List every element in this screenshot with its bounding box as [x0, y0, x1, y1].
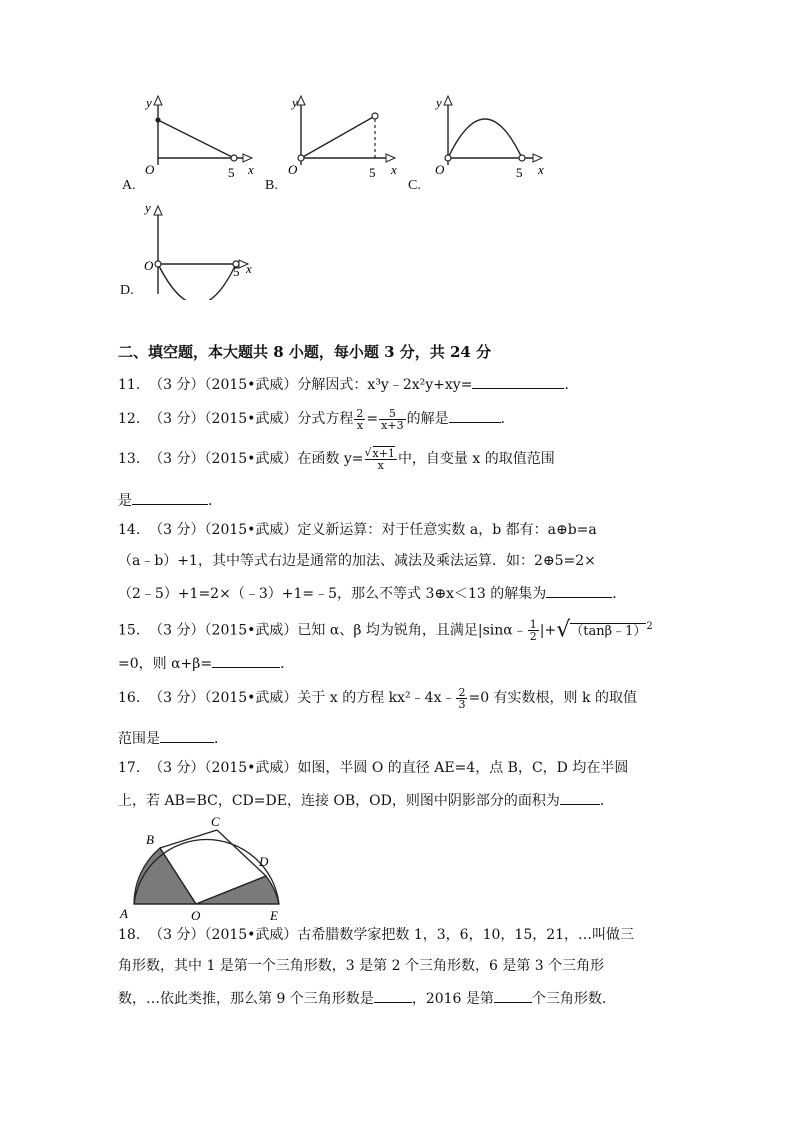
- y-axis-label: y: [436, 95, 442, 110]
- tick-label: 5: [516, 165, 523, 180]
- question-18-line3: 数，…依此类推，那么第 9 个三角形数是 ，2016 是第 个三角形数．: [118, 987, 616, 1009]
- answer-blank[interactable]: [212, 652, 280, 668]
- question-14: 14. （3 分）（2015•武威）定义新运算：对于任意实数 a，b 都有：a⊕b=a: [118, 522, 597, 538]
- answer-blank[interactable]: [160, 727, 214, 743]
- x-axis-label: x: [391, 162, 397, 177]
- radicand: （tanβ﹣1）: [570, 623, 647, 639]
- point-c-label: C: [211, 814, 220, 829]
- question-16: 16. （3 分）（2015•武威）关于 x 的方程 kx²﹣4x﹣ $\frac{2}{3}$ =0 有实数根，则 k 的取值: [118, 685, 637, 711]
- origin-label: O: [145, 162, 155, 177]
- answer-blank[interactable]: [374, 987, 412, 1003]
- answer-blank[interactable]: [132, 489, 208, 505]
- origin-label: O: [144, 258, 154, 273]
- y-axis-label: y: [292, 95, 298, 110]
- point-o-label: O: [191, 908, 201, 922]
- point-b-label: B: [146, 832, 154, 847]
- x-axis-label: x: [248, 162, 254, 177]
- answer-blank[interactable]: [546, 582, 612, 598]
- option-b-letter: B.: [265, 178, 278, 193]
- origin-label: O: [288, 162, 298, 177]
- fraction: $\frac{5}{x+3}$: [381, 406, 404, 432]
- question-13-line2: 是 ．: [118, 489, 222, 511]
- graph-d: [140, 196, 270, 300]
- question-14-line2: （a﹣b）+1，其中等式右边是通常的加法、减法及乘法运算．如：2⊕5=2×: [118, 553, 596, 569]
- question-11: 11. （3 分）（2015•武威）分解因式：x³y﹣2x²y+xy= ．: [118, 373, 578, 395]
- semicircle-figure: [112, 812, 292, 922]
- question-16-line2: 范围是 ．: [118, 727, 228, 749]
- option-c-letter: C.: [408, 178, 421, 193]
- y-axis-label: y: [145, 200, 151, 215]
- fraction: $\frac{2}{3}$: [458, 685, 466, 711]
- question-17-line2: 上，若 AB=BC，CD=DE，连接 OB，OD，则图中阴影部分的面积为 ．: [118, 789, 614, 811]
- question-18: 18. （3 分）（2015•武威）古希腊数学家把数 1，3，6，10，15，21，…叫做三: [118, 927, 635, 943]
- question-17: 17. （3 分）（2015•武威）如图，半圆 O 的直径 AE=4，点 B，C，D 均在半圆: [118, 760, 629, 776]
- point-d-label: D: [259, 854, 269, 869]
- question-12: 12. （3 分）（2015•武威）分式方程 $\frac{2}{x}$ = $\frac{5}{x+3}$ 的解是 ．: [118, 406, 515, 432]
- option-a-letter: A.: [122, 178, 136, 193]
- question-13: 13. （3 分）（2015•武威）在函数 y= √ x+1 x 中，自变量 x 的取值范围: [118, 445, 555, 472]
- tick-label: 5: [228, 165, 235, 180]
- point-a-label: A: [120, 906, 128, 921]
- question-14-line3: （2﹣5）+1=2×（﹣3）+1=﹣5，那么不等式 3⊕x＜13 的解集为 ．: [118, 582, 626, 604]
- graph-b: [283, 90, 403, 180]
- section-header: 二、填空题，本大题共 8 小题，每小题 3 分，共 24 分: [118, 343, 492, 361]
- fraction: √ x+1 x: [364, 445, 395, 472]
- x-axis-label: x: [538, 162, 544, 177]
- question-15: 15. （3 分）（2015•武威）已知 α、β 均为锐角，且满足|sinα﹣ $\frac{1}{2}$ |+√（tanβ﹣1）$^2$: [118, 617, 653, 644]
- option-d-letter: D.: [120, 283, 134, 298]
- origin-label: O: [435, 162, 445, 177]
- tick-label: 5: [369, 165, 376, 180]
- answer-blank[interactable]: [560, 789, 600, 805]
- y-axis-label: y: [146, 95, 152, 110]
- fraction: $\frac{2}{x}$: [356, 406, 364, 432]
- question-15-line2: =0，则 α+β= ．: [118, 652, 294, 674]
- question-18-line2: 角形数，其中 1 是第一个三角形数，3 是第 2 个三角形数，6 是第 3 个三角形: [118, 958, 605, 974]
- tick-label: 5: [233, 264, 240, 279]
- answer-blank[interactable]: [472, 373, 564, 389]
- answer-blank[interactable]: [494, 987, 532, 1003]
- graph-c: [430, 90, 550, 180]
- graph-a: [140, 90, 260, 180]
- x-axis-label: x: [246, 261, 252, 276]
- fraction: $\frac{1}{2}$: [529, 618, 537, 644]
- answer-blank[interactable]: [449, 407, 501, 423]
- point-e-label: E: [270, 908, 278, 922]
